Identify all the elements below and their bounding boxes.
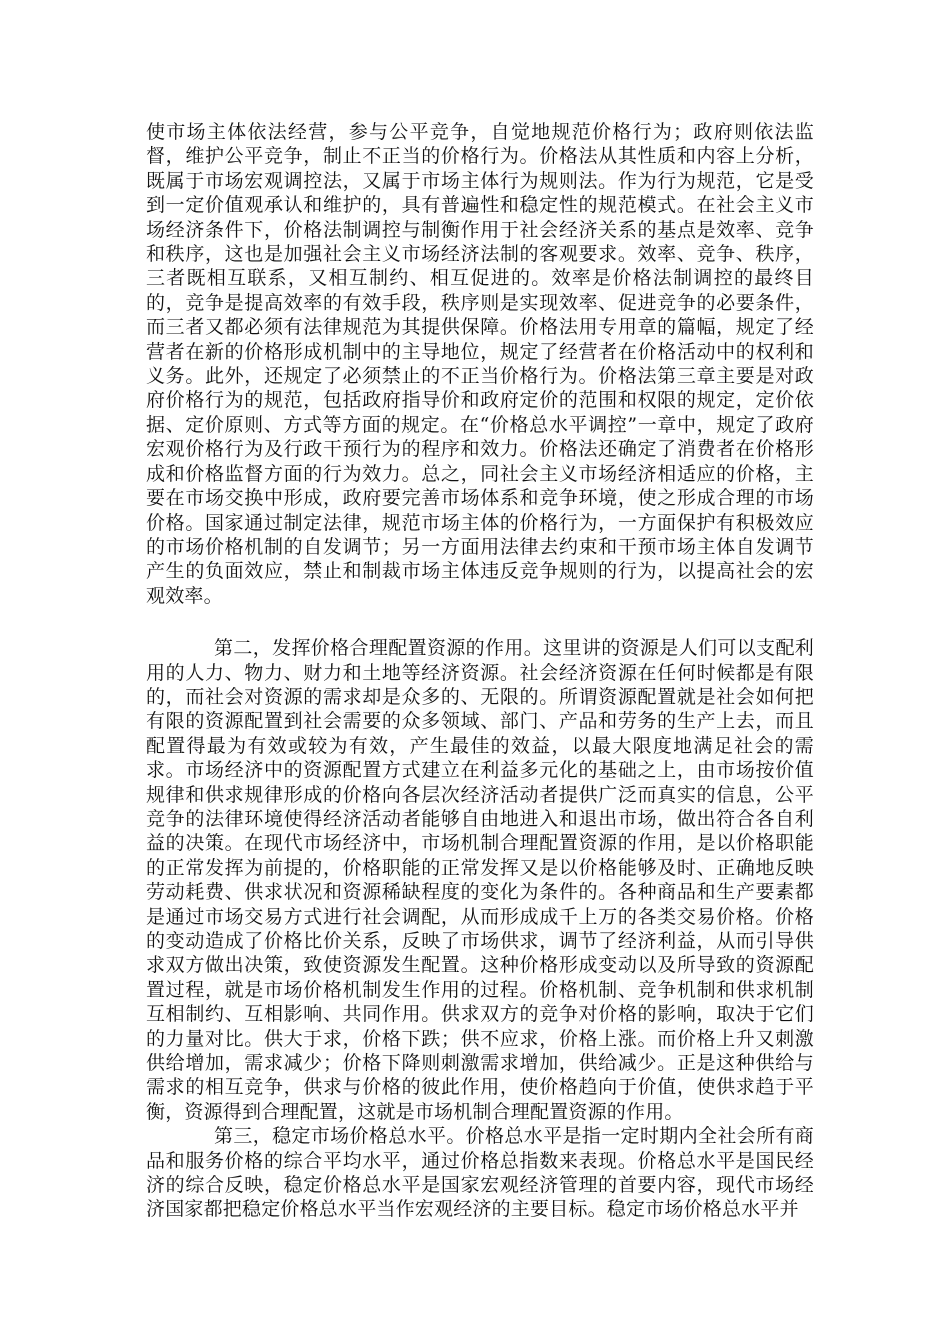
document-page [146, 120, 814, 1222]
paragraph-price-law-regulation: 使市场主体依法经营，参与公平竞争，自觉地规范价格行为；政府则依法监督，维护公平竞争，制止不正当的价格行为。价格法从其性质和内容上分析，既属于市场宏观调控法，又属于市场主体行为规则法。作为行为规范，它是受到一定价值观承认和维护的，具有普遍性和稳定性的规范模式。在社会主义市场经济条件下，价格法制调控与制衡作用于社会经济关系的基点是效率、竞争和秩序，这也是加强社会主义市场经济法制的客观要求。效率、竞争、秩序，三者既相互联系，又相互制约、相互促进的。效率是价格法制调控的最终目的，竞争是提高效率的有效手段，秩序则是实现效率、促进竞争的必要条件，而三者又都必须有法律规范为其提供保障。价格法用专用章的篇幅，规定了经营者在新的价格形成机制中的主导地位，规定了经营者在价格活动中的权利和义务。此外，还规定了必须禁止的不正当价格行为。价格法第三章主要是对政府价格行为的规范，包括政府指导价和政府定价的范围和权限的规定，定价依据、定价原则、方式等方面的规定。在“价格总水平调控”一章中，规定了政府宏观价格行为及行政干预行为的程序和效力。价格法还确定了消费者在价格形成和价格监督方面的行为效力。总之，同社会主义市场经济相适应的价格，主要在市场交换中形成，政府要完善市场体系和竞争环境，使之形成合理的市场价格。国家通过制定法律，规范市场主体的价格行为，一方面保护有积极效应的市场价格机制的自发调节；另一方面用法律去约束和干预市场主体自发调节产生的负面效应，禁止和制裁市场主体违反竞争规则的行为，以提高社会的宏观效率。 [146, 121, 814, 607]
paragraph-spacer [146, 608, 814, 636]
paragraph-price-level-stability: 第三，稳定市场价格总水平。价格总水平是指一定时期内全社会所有商品和服务价格的综合平均水平，通过价格总指数来表现。价格总水平是国民经济的综合反映，稳定价格总水平是国家宏观经济管理的首要内容，现代市场经济国家都把稳定价格总水平当作宏观经济的主要目标。稳定市场价格总水平并 [146, 1125, 814, 1221]
paragraph-resource-allocation: 第二，发挥价格合理配置资源的作用。这里讲的资源是人们可以支配利用的人力、物力、财力和土地等经济资源。社会经济资源在任何时候都是有限的，而社会对资源的需求却是众多的、无限的。所谓资源配置就是社会如何把有限的资源配置到社会需要的众多领域、部门、产品和劳务的生产上去，而且配置得最为有效或较为有效，产生最佳的效益，以最大限度地满足社会的需求。市场经济中的资源配置方式建立在利益多元化的基础之上，由市场按价值规律和供求规律形成的价格向各层次经济活动者提供广泛而真实的信息，公平竞争的法律环境使得经济活动者能够自由地进入和退出市场，做出符合各自利益的决策。在现代市场经济中，市场机制合理配置资源的作用，是以价格职能的正常发挥为前提的，价格职能的正常发挥又是以价格能够及时、正确地反映劳动耗费、供求状况和资源稀缺程度的变化为条件的。各种商品和生产要素都是通过市场交易方式进行社会调配，从而形成成千上万的各类交易价格。价格的变动造成了价格比价关系，反映了市场供求，调节了经济利益，从而引导供求双方做出决策，致使资源发生配置。这种价格形成变动以及所导致的资源配置过程，就是市场价格机制发生作用的过程。价格机制、竞争机制和供求机制互相制约、互相影响、共同作用。供求双方的竞争对价格的影响，取决于它们的力量对比。供大于求，价格下跌；供不应求，价格上涨。而价格上升又刺激供给增加，需求减少；价格下降则刺激需求增加，供给减少。正是这种供给与需求的相互竞争，供求与价格的彼此作用，使价格趋向于价值，使供求趋于平衡，资源得到合理配置，这就是市场机制合理配置资源的作用。 [146, 637, 814, 1123]
